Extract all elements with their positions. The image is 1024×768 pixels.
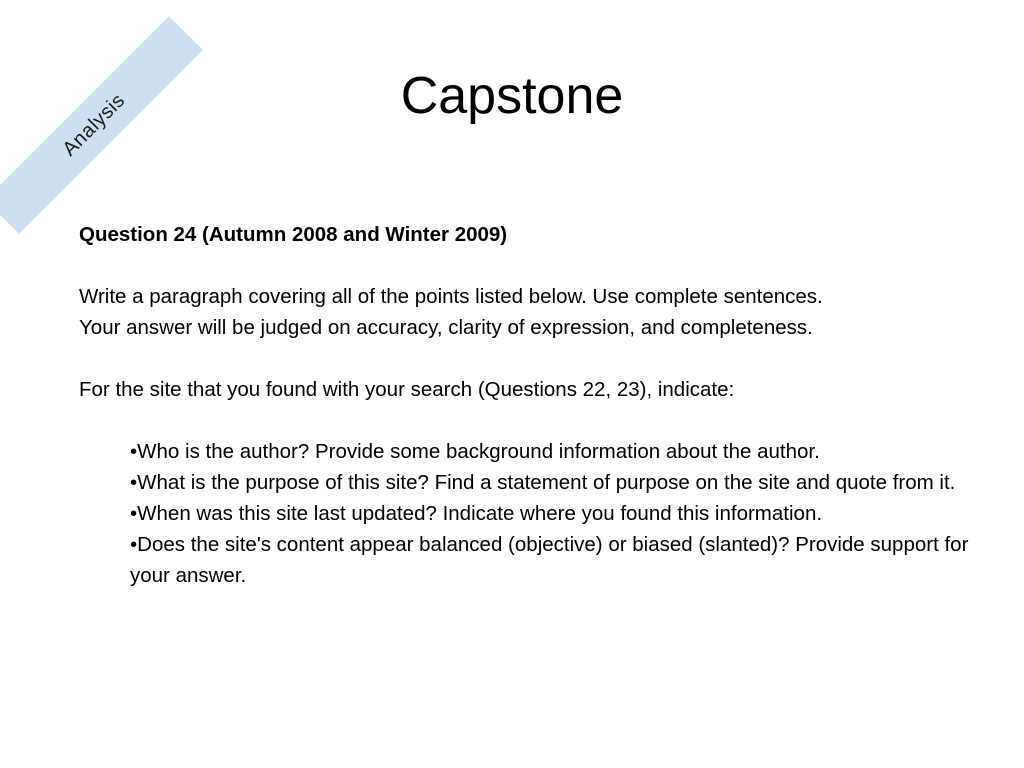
slide-body — [79, 219, 979, 591]
prompt-line: For the site that you found with your search (Questions 22, 23), indicate: — [79, 378, 735, 401]
slide-title: Capstone — [400, 67, 624, 125]
instruction-line-2: Your answer will be judged on accuracy, clarity of expression, and completeness. — [79, 316, 813, 339]
question-heading: Question 24 (Autumn 2008 and Winter 2009) — [79, 223, 508, 246]
spacer — [79, 405, 979, 436]
spacer — [79, 250, 979, 281]
ribbon-label: Analysis — [58, 89, 130, 161]
bullet-item-purpose: •What is the purpose of this site? Find a statement of purpose on the site and quote from it. — [130, 471, 956, 494]
instruction-line-1: Write a paragraph covering all of the points listed below. Use complete sentences. — [79, 285, 823, 308]
spacer — [79, 343, 979, 374]
bullet-list — [79, 436, 979, 591]
bullet-item-author: •Who is the author? Provide some background information about the author. — [130, 440, 820, 463]
bullet-item-balance: •Does the site's content appear balanced (objective) or biased (slanted)? Provide support for your answer. — [130, 533, 969, 587]
bullet-item-updated: •When was this site last updated? Indicate where you found this information. — [130, 502, 823, 525]
